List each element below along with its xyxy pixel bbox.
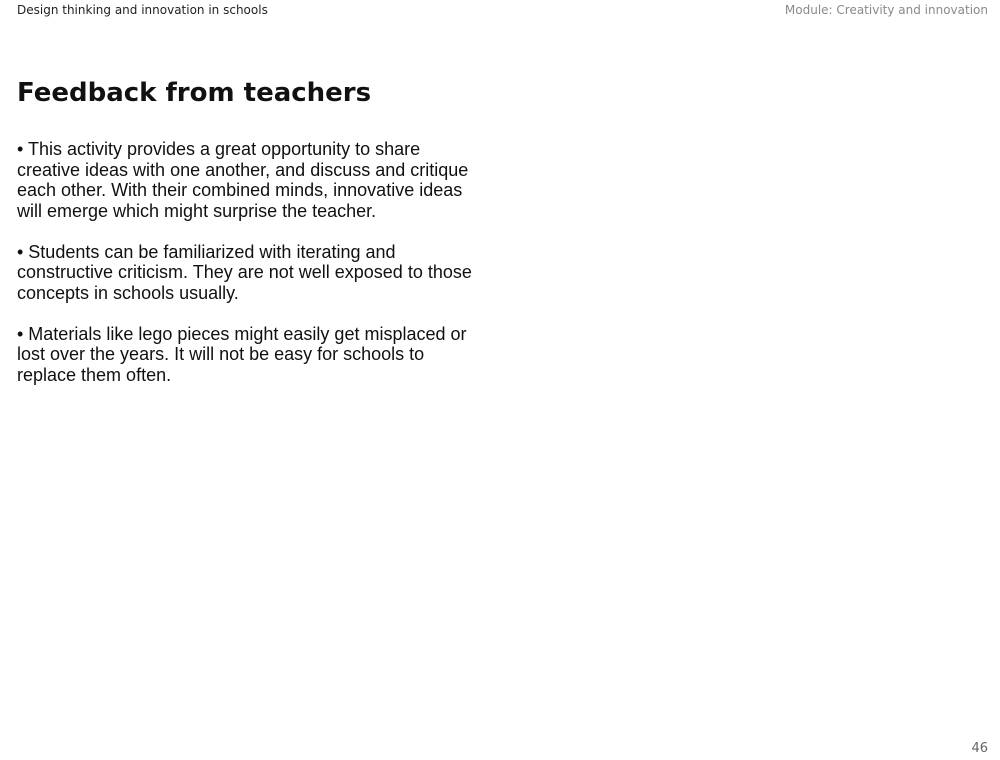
page-title: Feedback from teachers — [17, 78, 372, 108]
feedback-paragraph-2: • Students can be familiarized with iterating and constructive criticism. They are not well exposed to those concepts in schools usually. — [17, 241, 472, 303]
feedback-paragraph-1: • This activity provides a great opportunity to share creative ideas with one another, and discuss and critique each other. With their combined minds, innovative ideas will emerge which might surprise the teacher. — [17, 139, 469, 221]
running-header-left: Design thinking and innovation in schools — [17, 3, 268, 17]
feedback-paragraph-3: • Materials like lego pieces might easily get misplaced or lost over the years. It will not be easy for schools to replace them often. — [17, 323, 467, 385]
feedback-list — [17, 139, 487, 406]
page-number: 46 — [971, 741, 988, 756]
running-header-right: Module: Creativity and innovation — [784, 3, 988, 17]
